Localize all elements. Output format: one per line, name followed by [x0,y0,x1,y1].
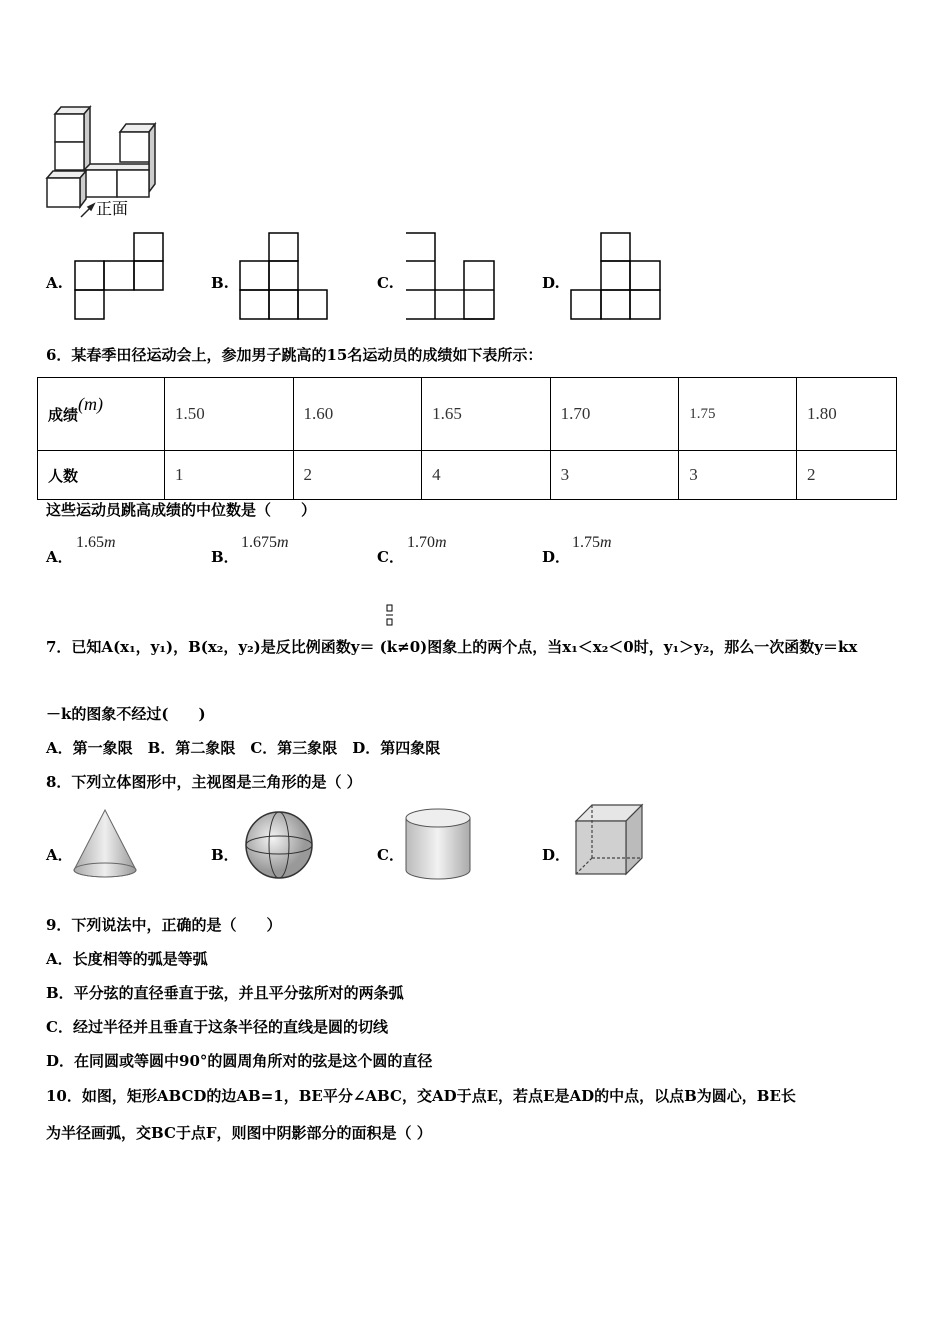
q5-option-b-label[interactable]: B. [211,274,229,292]
q6-option-c-label[interactable]: C． [377,548,404,566]
q5-option-d-label[interactable]: D. [542,274,560,292]
q6-option-b-label[interactable]: B． [211,548,239,566]
count-cell: 3 [550,451,679,500]
q9-option-c[interactable]: C．经过半径并且垂直于这条半径的直线是圆的切线 [46,1018,388,1036]
q8-option-c-label[interactable]: C． [377,846,404,864]
count-cell: 4 [422,451,551,500]
q9-stem: 9．下列说法中，正确的是（ ） [46,916,282,934]
q10-stem-line2: 为半径画弧，交BC于点F，则图中阴影部分的面积是（ ） [46,1124,432,1142]
score-cell: 1.70 [550,378,679,451]
q6-option-a-label[interactable]: A． [46,548,73,566]
table-header-score: 成绩(m) [38,378,165,451]
q5-option-a-label[interactable]: A. [46,274,63,292]
cube-figure [575,803,645,877]
q6-question: 这些运动员跳高成绩的中位数是（ ） [46,501,317,519]
q9-option-a[interactable]: A．长度相等的弧是等弧 [46,950,208,968]
q5-option-d-view [571,232,663,322]
count-cell: 3 [679,451,797,500]
q7-options[interactable]: A．第一象限 B．第二象限 C．第三象限 D．第四象限 [46,739,441,757]
count-cell: 1 [165,451,294,500]
q9-option-b[interactable]: B．平分弦的直径垂直于弦，并且平分弦所对的两条弧 [46,984,404,1002]
q6-score-table [37,377,897,500]
cone-figure [72,808,138,880]
q8-stem: 8．下列立体图形中，主视图是三角形的是（ ） [46,773,362,791]
score-cell: 1.60 [293,378,422,451]
cylinder-figure [404,808,472,882]
q8-option-a-label[interactable]: A． [46,846,73,864]
count-cell: 2 [293,451,422,500]
score-cell: 1.75 [679,378,797,451]
front-view-label: 正面 [96,199,129,218]
q10-stem-line1: 10．如图，矩形ABCD的边AB=1，BE平分∠ABC，交AD于点E，若点E是AD的中点，以点B为圆心，BE长 [46,1087,796,1105]
q6-stem: 6．某春季田径运动会上，参加男子跳高的15名运动员的成绩如下表所示： [46,346,543,364]
q9-option-d[interactable]: D．在同圆或等圆中90°的圆周角所对的弦是这个圆的直径 [46,1052,433,1070]
q8-option-d-label[interactable]: D． [542,846,571,864]
broken-fraction-icon [386,604,394,626]
q5-option-c-view [406,232,496,322]
q7-stem-line2: －k的图象不经过( ) [46,705,206,723]
table-header-count: 人数 [38,451,165,500]
score-cell: 1.65 [422,378,551,451]
q6-option-c-value: 1.70m [407,534,447,551]
q7-stem-line1: 7．已知A(x₁，y₁)，B(x₂，y₂)是反比例函数y＝ (k≠0)图象上的两个点，当x₁＜x₂＜0时，y₁＞y₂，那么一次函数y＝kx [46,638,858,656]
score-cell: 1.50 [165,378,294,451]
sphere-figure [245,811,315,881]
q5-option-a-view [75,232,165,322]
q6-option-d-label[interactable]: D． [542,548,571,566]
q6-option-b-value: 1.675m [241,534,289,551]
q6-option-d-value: 1.75m [572,534,612,551]
q8-option-b-label[interactable]: B． [211,846,239,864]
q5-option-b-view [240,232,330,322]
q5-option-c-label[interactable]: C. [377,274,394,292]
score-cell: 1.80 [797,378,897,451]
count-cell: 2 [797,451,897,500]
q6-option-a-value: 1.65m [76,534,116,551]
